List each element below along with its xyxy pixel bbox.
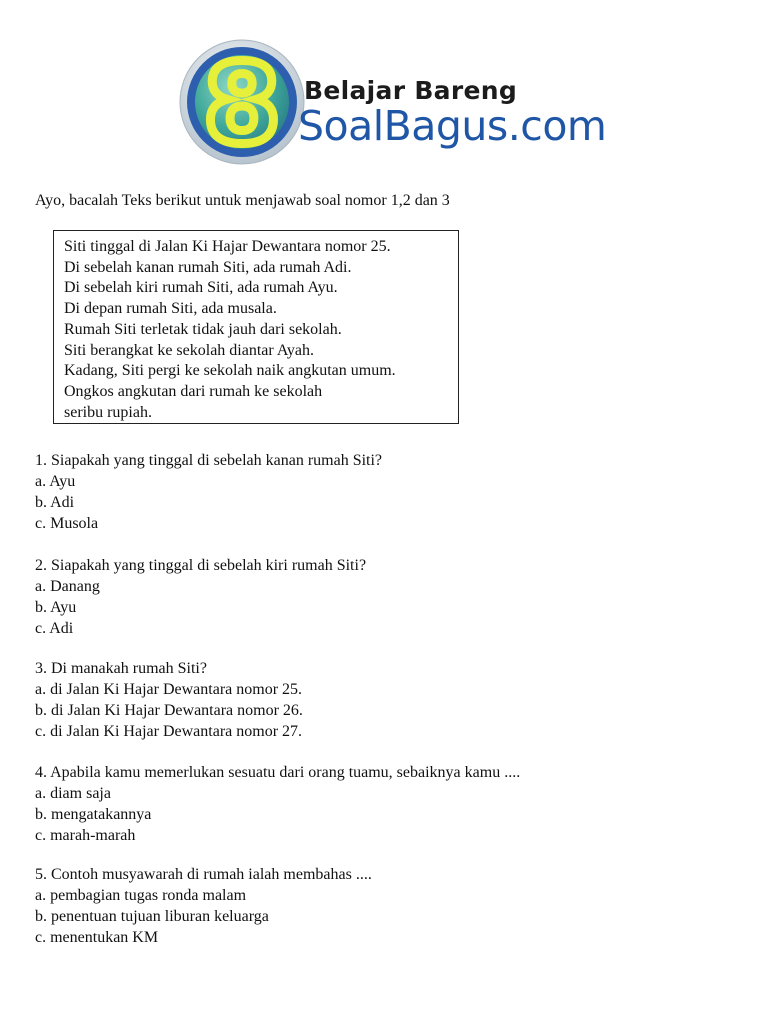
answer-option: c. Musola: [35, 515, 99, 532]
reading-line: Di depan rumah Siti, ada musala.: [64, 300, 277, 318]
answer-option: b. mengatakannya: [35, 806, 152, 823]
logo-digit: 8: [203, 40, 281, 166]
instruction-text: Ayo, bacalah Teks berikut untuk menjawab soal nomor 1,2 dan 3: [35, 192, 450, 209]
reading-line: Ongkos angkutan dari rumah ke sekolah: [64, 382, 323, 400]
logo-title-big: SoalBagus.com: [298, 102, 607, 150]
answer-option: b. Ayu: [35, 599, 77, 616]
answer-option: b. di Jalan Ki Hajar Dewantara nomor 26.: [35, 702, 303, 719]
question-text: 5. Contoh musyawarah di rumah ialah membahas ....: [35, 866, 372, 883]
question-text: 4. Apabila kamu memerlukan sesuatu dari orang tuamu, sebaiknya kamu ....: [35, 764, 521, 781]
reading-line: Di sebelah kiri rumah Siti, ada rumah Ayu.: [64, 279, 338, 297]
question-text: 1. Siapakah yang tinggal di sebelah kanan rumah Siti?: [35, 452, 383, 469]
reading-line: Di sebelah kanan rumah Siti, ada rumah Adi.: [64, 258, 352, 276]
question-3: [35, 658, 303, 742]
question-4: [35, 762, 520, 846]
reading-text-box: [53, 230, 459, 424]
answer-option: c. menentukan KM: [35, 929, 159, 946]
reading-line: Siti berangkat ke sekolah diantar Ayah.: [64, 341, 315, 359]
reading-line: seribu rupiah.: [64, 403, 152, 421]
answer-option: c. Adi: [35, 620, 74, 637]
answer-option: a. diam saja: [35, 785, 111, 802]
reading-line: Kadang, Siti pergi ke sekolah naik angkutan umum.: [64, 362, 396, 380]
reading-line: Rumah Siti terletak tidak jauh dari sekolah.: [64, 320, 342, 338]
question-1: [35, 450, 382, 534]
logo-title-small: Belajar Bareng: [304, 76, 518, 105]
answer-option: a. Danang: [35, 578, 100, 595]
answer-option: a. di Jalan Ki Hajar Dewantara nomor 25.: [35, 681, 303, 698]
answer-option: b. Adi: [35, 494, 75, 511]
answer-option: c. marah-marah: [35, 827, 136, 844]
answer-option: b. penentuan tujuan liburan keluarga: [35, 908, 269, 925]
answer-option: c. di Jalan Ki Hajar Dewantara nomor 27.: [35, 723, 303, 740]
reading-line: Siti tinggal di Jalan Ki Hajar Dewantara nomor 25.: [64, 238, 391, 255]
logo-badge-icon: [178, 38, 306, 166]
question-text: 2. Siapakah yang tinggal di sebelah kiri rumah Siti?: [35, 557, 367, 574]
site-logo: [178, 38, 608, 170]
answer-option: a. Ayu: [35, 473, 76, 490]
answer-option: a. pembagian tugas ronda malam: [35, 887, 247, 904]
question-2: [35, 555, 366, 639]
question-5: [35, 864, 372, 948]
question-text: 3. Di manakah rumah Siti?: [35, 660, 207, 677]
